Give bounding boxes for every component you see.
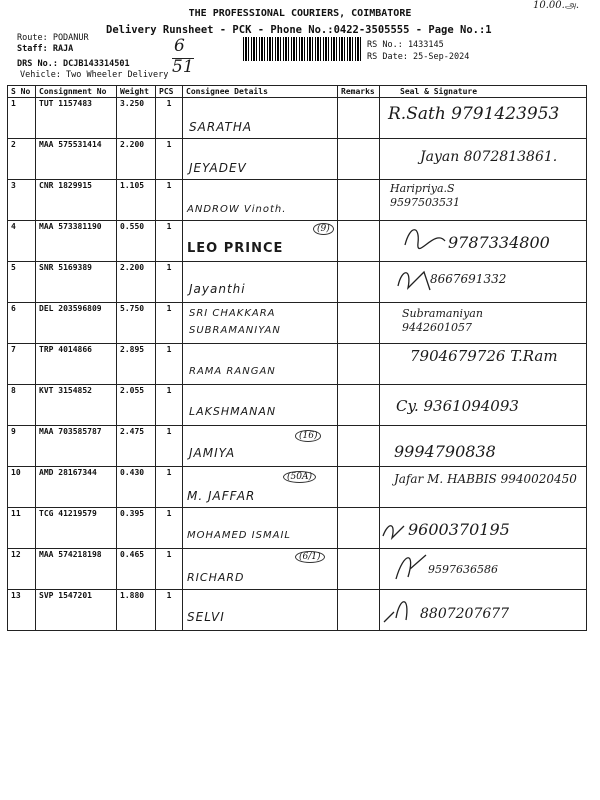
handwritten-count-bottom: 51 — [172, 57, 194, 77]
col-header-pcs: PCS — [156, 86, 183, 98]
sno-cell: 1 — [8, 98, 36, 139]
signature-text: 9787334800 — [448, 233, 550, 252]
sno-cell: 5 — [8, 262, 36, 303]
consignment-cell: CNR 1829915 — [36, 180, 117, 221]
table-row — [8, 98, 587, 139]
signature-text: Jafar M. HABBIS 9940020450 — [394, 472, 577, 486]
table-row — [8, 303, 587, 344]
consignee-name: SARATHA — [189, 120, 253, 134]
signature-cell — [380, 590, 587, 631]
consignment-cell: MAA 573381190 — [36, 221, 117, 262]
table-row — [8, 549, 587, 590]
sno-cell: 13 — [8, 590, 36, 631]
pcs-cell: 1 — [156, 262, 183, 303]
signature-scribble — [390, 549, 430, 585]
sno-cell: 8 — [8, 385, 36, 426]
signature-cell — [380, 180, 587, 221]
pcs-cell: 1 — [156, 426, 183, 467]
signature-scribble — [380, 518, 410, 544]
table-row — [8, 180, 587, 221]
signature-cell — [380, 139, 587, 180]
consignee-name: Jayanthi — [189, 282, 246, 296]
consignee-name: M. JAFFAR — [187, 489, 256, 503]
table-row — [8, 590, 587, 631]
consignee-cell — [183, 549, 338, 590]
weight-cell: 2.200 — [117, 139, 156, 180]
remarks-cell — [338, 139, 380, 180]
consignee-cell — [183, 139, 338, 180]
consignee-name: LEO PRINCE — [187, 241, 284, 256]
weight-cell: 5.750 — [117, 303, 156, 344]
sno-cell: 11 — [8, 508, 36, 549]
signature-text: Jayan 8072813861. — [420, 149, 558, 165]
consignment-cell: MAA 575531414 — [36, 139, 117, 180]
signature-cell — [380, 467, 587, 508]
signature-cell — [380, 221, 587, 262]
staff-label: Staff: RAJA — [17, 44, 74, 54]
signature-cell — [380, 344, 587, 385]
signature-cell — [380, 303, 587, 344]
signature-cell — [380, 549, 587, 590]
table-row — [8, 262, 587, 303]
door-number: (16) — [295, 430, 321, 442]
signature-cell — [380, 385, 587, 426]
remarks-cell — [338, 180, 380, 221]
pcs-cell: 1 — [156, 467, 183, 508]
col-header-weight: Weight — [117, 86, 156, 98]
table-row — [8, 467, 587, 508]
table-row — [8, 139, 587, 180]
sno-cell: 4 — [8, 221, 36, 262]
sno-cell: 9 — [8, 426, 36, 467]
pcs-cell: 1 — [156, 139, 183, 180]
weight-cell: 2.200 — [117, 262, 156, 303]
consignee-cell — [183, 590, 338, 631]
route-label: Route: PODANUR — [17, 33, 89, 43]
consignment-cell: AMD 28167344 — [36, 467, 117, 508]
consignee-cell — [183, 180, 338, 221]
consignee-name: MOHAMED ISMAIL — [187, 530, 291, 541]
signature-text: Subramaniyan 9442601057 — [402, 307, 483, 334]
consignee-cell — [183, 221, 338, 262]
consignment-cell: TCG 41219579 — [36, 508, 117, 549]
remarks-cell — [338, 344, 380, 385]
col-header-consignment: Consignment No — [36, 86, 117, 98]
consignment-cell: SNR 5169389 — [36, 262, 117, 303]
door-number: (6/1) — [295, 551, 325, 563]
consignee-cell — [183, 426, 338, 467]
consignee-name: LAKSHMANAN — [189, 405, 277, 418]
drs-number: DRS No.: DCJB143314501 — [17, 59, 130, 69]
sno-cell: 2 — [8, 139, 36, 180]
remarks-cell — [338, 385, 380, 426]
weight-cell: 2.895 — [117, 344, 156, 385]
pcs-cell: 1 — [156, 385, 183, 426]
signature-cell — [380, 98, 587, 139]
signature-text: Haripriya.S 9597503531 — [390, 182, 460, 209]
runsheet-title: Delivery Runsheet - PCK - Phone No.:0422-3505555 - Page No.:1 — [106, 24, 492, 36]
weight-cell: 0.430 — [117, 467, 156, 508]
weight-cell: 0.550 — [117, 221, 156, 262]
consignee-name: SRI CHAKKARA SUBRAMANIYAN — [189, 308, 281, 336]
remarks-cell — [338, 467, 380, 508]
pcs-cell: 1 — [156, 549, 183, 590]
col-header-sno: S No — [8, 86, 36, 98]
table-row — [8, 385, 587, 426]
pcs-cell: 1 — [156, 344, 183, 385]
col-header-signature: Seal & Signature — [380, 86, 587, 98]
sno-cell: 3 — [8, 180, 36, 221]
consignee-cell — [183, 467, 338, 508]
remarks-cell — [338, 508, 380, 549]
consignment-cell: MAA 574218198 — [36, 549, 117, 590]
remarks-cell — [338, 303, 380, 344]
table-header-row — [8, 86, 587, 98]
remarks-cell — [338, 549, 380, 590]
weight-cell: 0.395 — [117, 508, 156, 549]
signature-text: 9597636586 — [428, 563, 498, 576]
consignee-name: JEYADEV — [189, 161, 247, 175]
runsheet-table — [7, 85, 587, 631]
remarks-cell — [338, 221, 380, 262]
signature-text: 8807207677 — [420, 606, 510, 622]
table-row — [8, 221, 587, 262]
signature-scribble — [380, 592, 420, 626]
weight-cell: 2.055 — [117, 385, 156, 426]
consignee-cell — [183, 98, 338, 139]
pcs-cell: 1 — [156, 508, 183, 549]
signature-text: Cy. 9361094093 — [396, 397, 519, 415]
consignee-name: SELVI — [187, 610, 225, 624]
col-header-consignee: Consignee Details — [183, 86, 338, 98]
weight-cell: 1.880 — [117, 590, 156, 631]
company-name: THE PROFESSIONAL COURIERS, COIMBATORE — [188, 8, 412, 19]
consignee-name: RICHARD — [187, 571, 245, 584]
consignee-cell — [183, 385, 338, 426]
signature-text: 9600370195 — [408, 520, 510, 539]
col-header-remarks: Remarks — [338, 86, 380, 98]
table-row — [8, 344, 587, 385]
signature-cell — [380, 426, 587, 467]
consignment-cell: TRP 4014866 — [36, 344, 117, 385]
consignment-cell: SVP 1547201 — [36, 590, 117, 631]
rs-number: RS No.: 1433145 — [367, 40, 444, 50]
signature-cell — [380, 508, 587, 549]
sno-cell: 6 — [8, 303, 36, 344]
door-number: (50A) — [283, 471, 316, 483]
weight-cell: 3.250 — [117, 98, 156, 139]
barcode — [243, 37, 361, 61]
weight-cell: 2.475 — [117, 426, 156, 467]
vehicle-label: Vehicle: Two Wheeler Delivery — [20, 70, 169, 80]
consignee-cell — [183, 344, 338, 385]
consignment-cell: DEL 203596809 — [36, 303, 117, 344]
remarks-cell — [338, 590, 380, 631]
pcs-cell: 1 — [156, 221, 183, 262]
signature-text: 7904679726 T.Ram — [410, 347, 558, 365]
pcs-cell: 1 — [156, 590, 183, 631]
consignment-cell: MAA 703585787 — [36, 426, 117, 467]
remarks-cell — [338, 262, 380, 303]
handwritten-count-top: 6 — [174, 36, 185, 56]
consignee-name: RAMA RANGAN — [189, 366, 276, 377]
signature-cell — [380, 262, 587, 303]
door-number: (9) — [313, 223, 334, 235]
consignee-name: ANDROW Vinoth. — [187, 204, 287, 215]
remarks-cell — [338, 98, 380, 139]
consignee-name: JAMIYA — [189, 446, 236, 460]
sno-cell: 10 — [8, 467, 36, 508]
consignment-cell: KVT 3154852 — [36, 385, 117, 426]
rs-date: RS Date: 25-Sep-2024 — [367, 52, 470, 62]
sno-cell: 12 — [8, 549, 36, 590]
signature-text: 9994790838 — [394, 442, 496, 461]
sno-cell: 7 — [8, 344, 36, 385]
table-row — [8, 426, 587, 467]
handwritten-time-note: 10.00.அ. — [533, 0, 580, 11]
consignee-cell — [183, 303, 338, 344]
table-row — [8, 508, 587, 549]
consignment-cell: TUT 1157483 — [36, 98, 117, 139]
pcs-cell: 1 — [156, 303, 183, 344]
remarks-cell — [338, 426, 380, 467]
pcs-cell: 1 — [156, 98, 183, 139]
signature-text: R.Sath 9791423953 — [388, 104, 560, 124]
pcs-cell: 1 — [156, 180, 183, 221]
signature-text: 8667691332 — [430, 272, 507, 286]
signature-scribble — [400, 223, 450, 253]
consignee-cell — [183, 262, 338, 303]
signature-scribble — [394, 266, 434, 296]
consignee-cell — [183, 508, 338, 549]
weight-cell: 0.465 — [117, 549, 156, 590]
weight-cell: 1.105 — [117, 180, 156, 221]
